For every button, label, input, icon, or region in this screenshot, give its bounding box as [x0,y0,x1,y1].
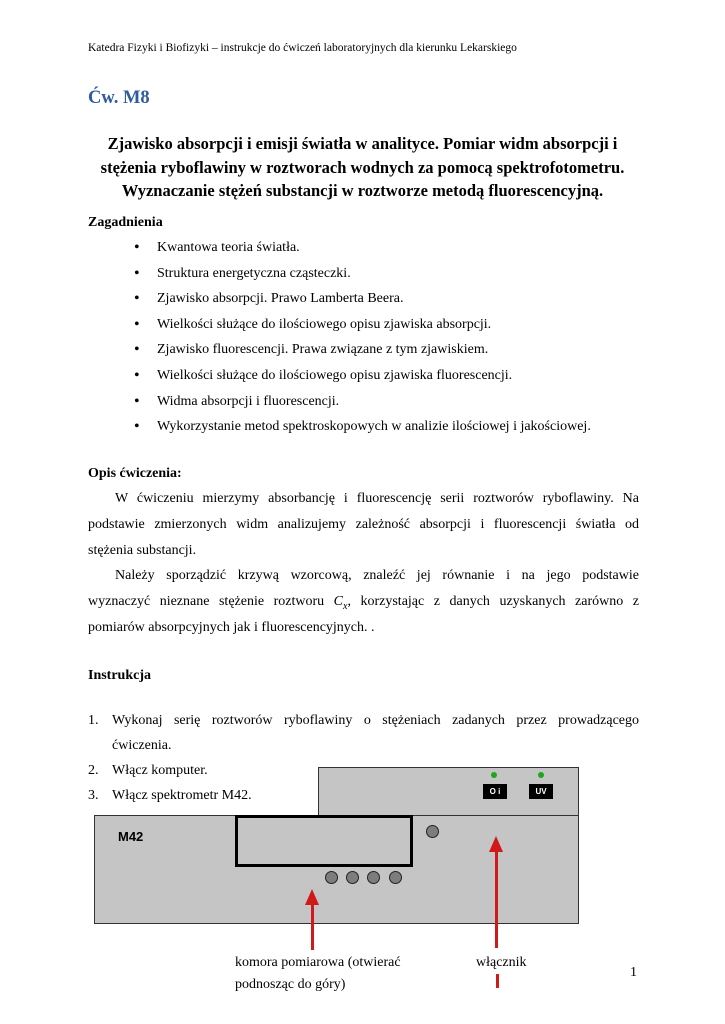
title-line-3: Wyznaczanie stężeń substancji w roztworze metodą fluorescencyjną. [121,181,604,200]
paragraph-line: stężenia substancji. [88,543,197,558]
list-item: • Wielkości służące do ilościowego opisu zjawiska fluorescencji. [130,366,591,392]
cx-symbol [333,594,348,612]
list-item: • Widma absorpcji i fluorescencji. [130,392,591,418]
arrow-shaft [311,904,314,950]
step-text: Wykonaj serię roztworów ryboflawiny o stężeniach zadanych przez prowadzącego [112,713,639,728]
switch-caption: włącznik [476,955,527,970]
page-number: 1 [630,965,637,980]
power-button: O i [483,784,507,799]
arrow-shaft [495,851,498,948]
paragraph-line [88,589,639,615]
description-heading: Opis ćwiczenia: [88,466,182,481]
step-number: 1. [88,713,99,728]
text-fragment: , korzystając z danych uzyskanych zarówno z [347,594,640,609]
step-text: Włącz komputer. [112,763,208,778]
description-paragraph-1 [88,486,639,564]
uv-led-icon [538,772,544,778]
knob-icon [389,871,402,884]
description-paragraph-2 [88,563,639,641]
knob-icon [367,871,380,884]
chamber-caption [235,952,401,996]
list-item: • Struktura energetyczna cząsteczki. [130,264,591,290]
cx-subscript: x [343,600,348,612]
caption-line: podnosząc do góry) [235,977,346,992]
step-text: Włącz spektrometr M42. [112,788,252,803]
step-text: ćwiczenia. [112,738,172,753]
exercise-id: Ćw. M8 [88,88,150,108]
document-title [60,132,665,203]
text-fragment: wyznaczyć nieznane stężenie roztworu [88,594,334,609]
measurement-chamber-lid [235,815,413,867]
power-led-icon [491,772,497,778]
device-label: M42 [118,829,144,844]
arrow-up-icon [489,836,503,852]
page-header: Katedra Fizyki i Biofizyki – instrukcje do ćwiczeń laboratoryjnych dla kierunku Lekarskiego [88,42,517,54]
paragraph-line: W ćwiczeniu mierzymy absorbancję i fluorescencję serii roztworów ryboflawiny. Na [115,491,639,506]
topics-heading: Zagadnienia [88,215,163,230]
step-number: 3. [88,788,99,803]
knob-icon [325,871,338,884]
step-number: 2. [88,763,99,778]
list-item: • Wielkości służące do ilościowego opisu zjawiska absorpcji. [130,315,591,341]
paragraph-line: podstawie zmierzonych widm analizujemy zależność absorpcji i fluorescencji światła od [88,517,639,532]
knob-icon [346,871,359,884]
list-item: • Kwantowa teoria światła. [130,238,591,264]
cx-main: C [333,594,343,609]
knob-icon [426,825,439,838]
title-line-1: Zjawisko absorpcji i emisji światła w analityce. Pomiar widm absorpcji i [107,134,618,153]
topics-list [130,238,591,443]
paragraph-line: pomiarów absorpcyjnych jak i fluorescencyjnych. . [88,620,375,635]
caption-line: komora pomiarowa (otwierać [235,955,401,970]
title-line-2: stężenia ryboflawiny w roztworach wodnych za pomocą spektrofotometru. [100,157,625,177]
uv-button: UV [529,784,553,799]
list-item [88,708,639,758]
instruction-heading: Instrukcja [88,668,152,683]
paragraph-line: Należy sporządzić krzywą wzorcową, znaleźć jej równanie i na jego podstawie [115,568,639,583]
list-item: • Wykorzystanie metod spektroskopowych w analizie ilościowej i jakościowej. [130,417,591,443]
list-item: • Zjawisko absorpcji. Prawo Lamberta Beera. [130,289,591,315]
arrow-up-icon [305,889,319,905]
arrow-stub [496,974,499,988]
list-item: • Zjawisko fluorescencji. Prawa związane z tym zjawiskiem. [130,340,591,366]
